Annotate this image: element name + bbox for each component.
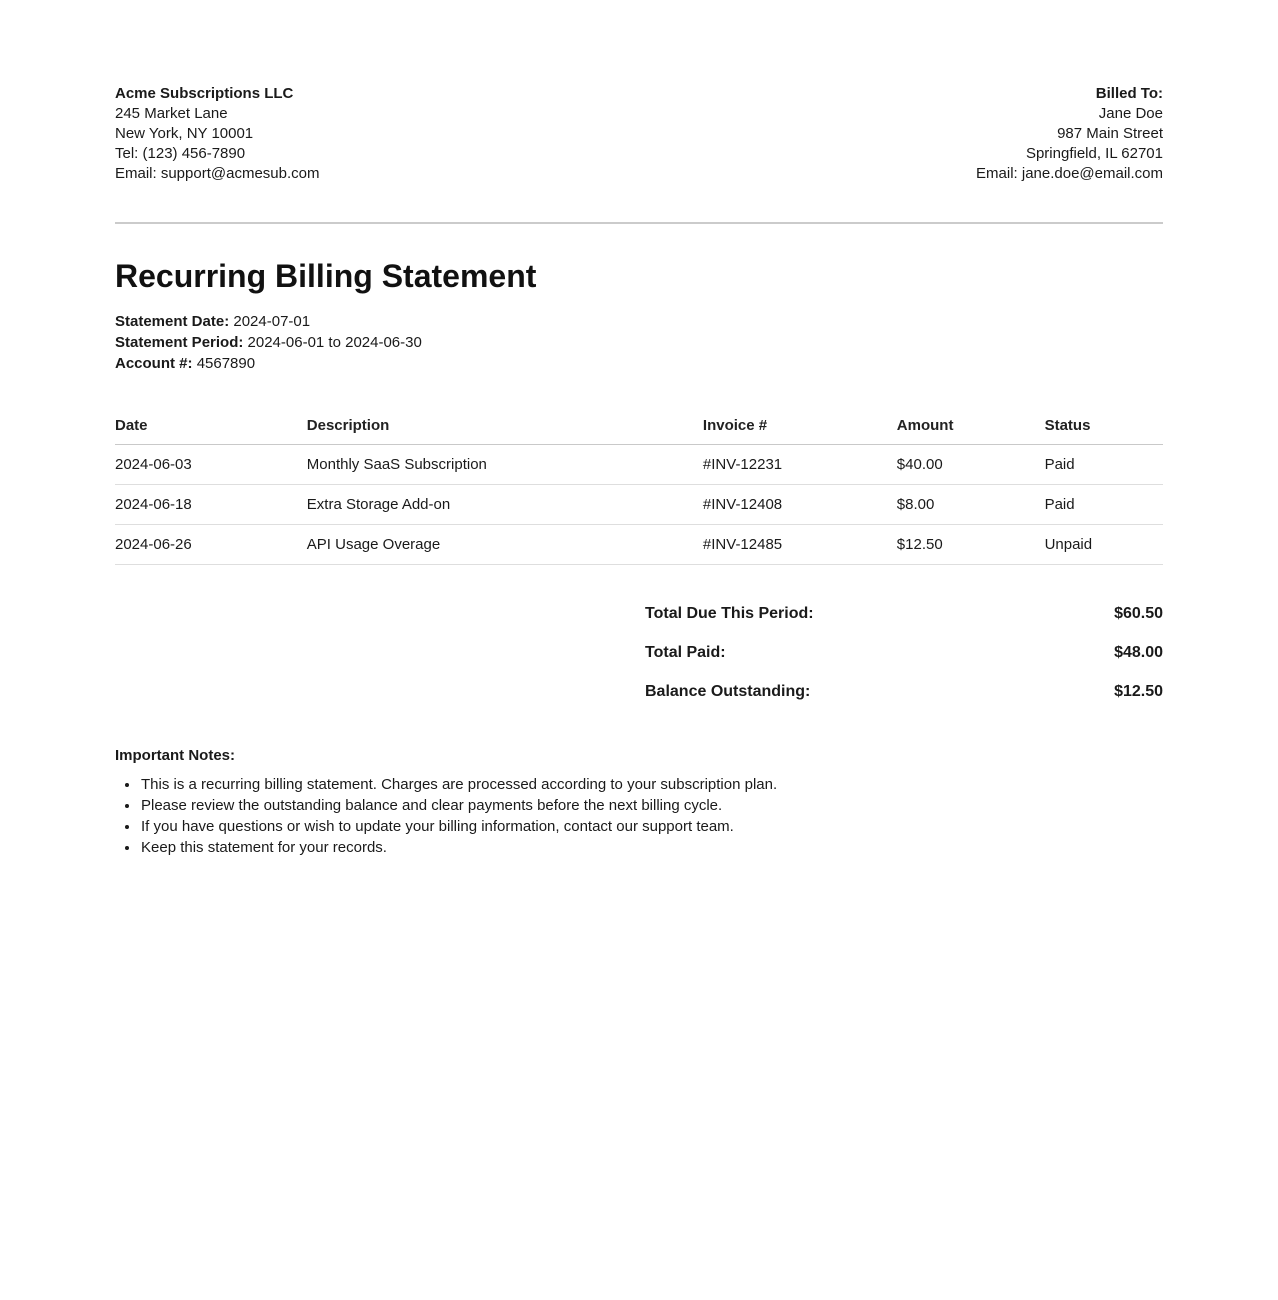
table-row <box>115 485 1163 525</box>
account-number-value: 4567890 <box>196 355 256 372</box>
column-header-amount: Amount <box>897 412 1045 445</box>
company-email: Email: support@acmesub.com <box>115 165 320 182</box>
cell-amount: $8.00 <box>897 485 1045 525</box>
statement-date-value: 2024-07-01 <box>233 313 311 330</box>
table-row <box>115 525 1163 565</box>
column-header-invoice: Invoice # <box>703 412 897 445</box>
balance-outstanding-row <box>115 672 1163 711</box>
note-item: • If you have questions or wish to update your billing information, contact our support team. <box>140 816 1163 837</box>
note-item: • Please review the outstanding balance and clear payments before the next billing cycle. <box>140 795 1163 816</box>
cell-status: Unpaid <box>1045 525 1163 565</box>
cell-status: Paid <box>1045 445 1163 485</box>
column-header-status: Status <box>1045 412 1163 445</box>
cell-invoice: #INV-12231 <box>703 445 897 485</box>
note-item: • Keep this statement for your records. <box>140 837 1163 858</box>
cell-date: 2024-06-18 <box>115 485 307 525</box>
table-row <box>115 445 1163 485</box>
cell-description: Monthly SaaS Subscription <box>307 445 703 485</box>
account-number-line <box>115 353 1163 374</box>
total-due-label: Total Due This Period: <box>645 604 814 622</box>
billed-to-info <box>976 84 1163 184</box>
total-paid-value: $48.00 <box>1114 643 1163 661</box>
statement-period-line <box>115 332 1163 353</box>
column-header-date: Date <box>115 412 307 445</box>
billed-to-email: Email: jane.doe@email.com <box>976 165 1163 182</box>
cell-invoice: #INV-12408 <box>703 485 897 525</box>
totals-section <box>115 594 1163 711</box>
statement-period-label: Statement Period: <box>115 334 244 351</box>
statement-period-value: 2024-06-01 to 2024-06-30 <box>247 334 422 351</box>
total-paid-label: Total Paid: <box>645 643 726 661</box>
company-info <box>115 84 319 184</box>
total-paid-row <box>115 633 1163 672</box>
total-due-value: $60.50 <box>1114 604 1163 622</box>
column-header-description: Description <box>307 412 703 445</box>
important-notes-section <box>115 747 1163 858</box>
total-due-row <box>115 594 1163 633</box>
billed-to-address-line2: Springfield, IL 62701 <box>1025 145 1163 162</box>
balance-outstanding-value: $12.50 <box>1114 682 1163 700</box>
important-notes-heading: Important Notes: <box>115 747 235 764</box>
table-header-row <box>115 412 1163 445</box>
page-title: Recurring Billing Statement <box>115 258 537 294</box>
cell-date: 2024-06-03 <box>115 445 307 485</box>
document-header <box>115 84 1163 184</box>
statement-date-line <box>115 311 1163 332</box>
cell-date: 2024-06-26 <box>115 525 307 565</box>
important-notes-list <box>115 774 1163 858</box>
balance-outstanding-label: Balance Outstanding: <box>645 682 811 700</box>
cell-description: Extra Storage Add-on <box>307 485 703 525</box>
company-name: Acme Subscriptions LLC <box>115 85 294 102</box>
company-address-line2: New York, NY 10001 <box>115 125 254 142</box>
charges-table <box>115 412 1163 565</box>
statement-date-label: Statement Date: <box>115 313 230 330</box>
billed-to-address-line1: 987 Main Street <box>1057 125 1163 142</box>
cell-amount: $12.50 <box>897 525 1045 565</box>
note-item: • This is a recurring billing statement. Charges are processed according to your subscription plan. <box>140 774 1163 795</box>
company-address-line1: 245 Market Lane <box>115 105 228 122</box>
statement-meta <box>115 311 1163 374</box>
billed-to-name: Jane Doe <box>1098 105 1163 122</box>
account-number-label: Account #: <box>115 355 193 372</box>
company-phone: Tel: (123) 456-7890 <box>115 145 246 162</box>
cell-amount: $40.00 <box>897 445 1045 485</box>
billed-to-heading: Billed To: <box>1095 85 1163 102</box>
cell-description: API Usage Overage <box>307 525 703 565</box>
cell-invoice: #INV-12485 <box>703 525 897 565</box>
header-divider <box>115 222 1163 224</box>
cell-status: Paid <box>1045 485 1163 525</box>
